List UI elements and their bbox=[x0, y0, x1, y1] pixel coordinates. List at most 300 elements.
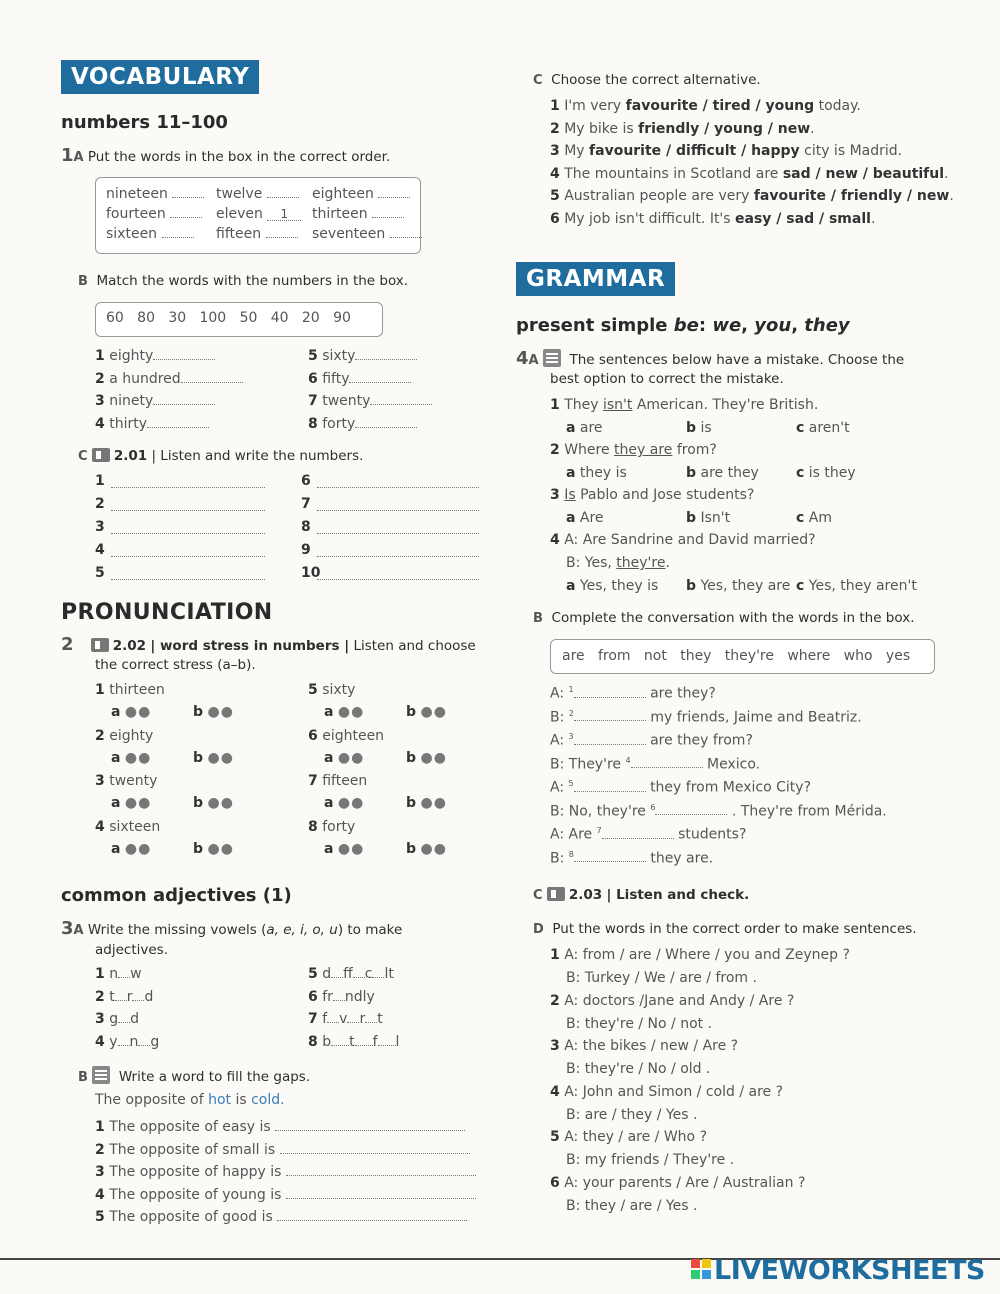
answer-blank[interactable] bbox=[153, 393, 215, 405]
letter-fragment: b bbox=[322, 1033, 332, 1050]
answer-line[interactable] bbox=[317, 556, 479, 557]
box-word bbox=[106, 206, 202, 222]
item-number: 1 bbox=[95, 473, 105, 489]
answer-blank[interactable] bbox=[118, 1034, 130, 1046]
answer-blank[interactable] bbox=[118, 966, 130, 978]
letter-fragment: d bbox=[144, 988, 154, 1005]
ex1c-instruction: C 2.01 | Listen and write the numbers. bbox=[78, 448, 364, 464]
item-word: thirty bbox=[109, 415, 147, 432]
alternatives[interactable]: easy / sad / small bbox=[735, 211, 871, 227]
pronunciation-heading: PRONUNCIATION bbox=[61, 600, 273, 625]
item-text: The opposite of good is bbox=[109, 1209, 273, 1225]
option-c[interactable] bbox=[796, 510, 832, 526]
answer-blank[interactable] bbox=[162, 226, 194, 238]
item-word: a hundred bbox=[109, 370, 181, 387]
vowel-item bbox=[308, 1034, 399, 1050]
item-number: 3 bbox=[95, 1164, 105, 1180]
item-number: 3 bbox=[550, 143, 560, 160]
option-a[interactable] bbox=[111, 795, 193, 811]
choose-item bbox=[550, 188, 954, 204]
line-text: . They're from Mérida. bbox=[731, 803, 887, 820]
item-number: 6 bbox=[301, 473, 311, 489]
word-text: nineteen bbox=[106, 186, 168, 202]
match-item bbox=[308, 371, 411, 387]
opposite-item bbox=[95, 1209, 467, 1225]
speaker: A: bbox=[550, 732, 565, 749]
item-text: . bbox=[949, 188, 954, 205]
b-text: B: Yes, bbox=[566, 555, 617, 571]
option-letter: b bbox=[193, 704, 204, 720]
answer-blank[interactable] bbox=[286, 1187, 476, 1199]
answer-blank[interactable] bbox=[275, 1119, 465, 1131]
letter-fragment: t bbox=[109, 988, 115, 1005]
stress-options bbox=[324, 795, 447, 811]
item-text: I'm very bbox=[564, 98, 626, 114]
answer-blank[interactable] bbox=[372, 206, 404, 218]
item-number: 3 bbox=[550, 1038, 560, 1054]
alternatives[interactable]: friendly / young / new bbox=[638, 120, 811, 137]
item-word: fifteen bbox=[322, 773, 368, 789]
item-number: 8 bbox=[308, 818, 318, 835]
option-letter: c bbox=[796, 465, 805, 481]
answer-blank[interactable] bbox=[602, 827, 674, 839]
vocabulary-banner: VOCABULARY bbox=[61, 60, 259, 94]
option-b[interactable] bbox=[686, 578, 790, 594]
letter-fragment: n bbox=[109, 966, 119, 982]
item-number: 3 bbox=[95, 393, 105, 409]
item-number: 1 bbox=[550, 947, 560, 963]
option-letter: b bbox=[686, 420, 697, 436]
order-item bbox=[550, 1175, 805, 1191]
item-number: 2 bbox=[95, 496, 105, 512]
vowel-item bbox=[308, 966, 394, 982]
answer-line[interactable] bbox=[317, 579, 479, 580]
item-text: My bbox=[564, 143, 590, 160]
question-text: Pablo and Jose students? bbox=[575, 487, 755, 503]
write-number-item bbox=[301, 519, 315, 535]
answer-line[interactable] bbox=[317, 487, 479, 488]
answer-blank[interactable] bbox=[115, 989, 127, 1001]
ex4a-instruction-2: best option to correct the mistake. bbox=[550, 371, 784, 387]
item-text: My bike is bbox=[564, 120, 639, 137]
answer-line[interactable] bbox=[111, 533, 265, 534]
option-c[interactable] bbox=[796, 578, 917, 594]
write-number-item bbox=[95, 496, 109, 512]
logo-square bbox=[691, 1270, 700, 1279]
option-c[interactable] bbox=[796, 420, 850, 436]
opposite-item bbox=[95, 1142, 470, 1158]
answer-blank[interactable] bbox=[378, 186, 410, 198]
option-a[interactable] bbox=[111, 750, 193, 766]
alternatives[interactable]: sad / new / beautiful bbox=[782, 165, 945, 182]
stress-pattern-weak-strong: ●● bbox=[420, 704, 447, 720]
item-number: 6 bbox=[308, 988, 318, 1005]
letter-fragment: ff bbox=[343, 966, 353, 982]
item-text: city is Madrid. bbox=[799, 143, 903, 160]
box-word bbox=[106, 226, 194, 242]
ex1b-instruction: B Match the words with the numbers in the box. bbox=[78, 273, 409, 289]
order-item-b: B: my friends / They're . bbox=[566, 1152, 735, 1168]
answer-blank[interactable]: 1 bbox=[267, 209, 301, 221]
item-text: . bbox=[870, 211, 876, 227]
letter-fragment: ndly bbox=[344, 988, 375, 1005]
answer-blank[interactable] bbox=[574, 733, 646, 745]
answer-line[interactable] bbox=[111, 579, 265, 580]
answer-blank[interactable] bbox=[132, 989, 144, 1001]
answer-blank[interactable] bbox=[181, 371, 243, 383]
answer-blank[interactable] bbox=[327, 1011, 339, 1023]
option-a[interactable] bbox=[566, 420, 603, 436]
item-number: 4 bbox=[95, 818, 105, 835]
speaker: B: They're bbox=[550, 756, 622, 773]
answer-blank[interactable] bbox=[147, 416, 209, 428]
option-b[interactable] bbox=[406, 750, 447, 766]
item-text: Australian people are very bbox=[564, 188, 754, 205]
letter-fragment: t bbox=[349, 1033, 355, 1050]
stress-options bbox=[111, 704, 234, 720]
item-number: 2 bbox=[95, 1141, 105, 1158]
order-item-b: B: Turkey / We / are / from . bbox=[566, 970, 757, 986]
answer-line[interactable] bbox=[111, 487, 265, 488]
option-b[interactable] bbox=[406, 704, 447, 720]
item-word: eighteen bbox=[322, 727, 385, 744]
stress-item bbox=[308, 773, 367, 789]
option-b[interactable] bbox=[193, 750, 234, 766]
line-text: are they? bbox=[650, 685, 716, 702]
stress-pattern-strong-weak: ●● bbox=[124, 795, 152, 811]
word-text: fifteen bbox=[216, 226, 262, 242]
item-number: 7 bbox=[301, 496, 311, 512]
liveworksheets-logo[interactable]: LIVEWORKSHEETS bbox=[690, 1255, 985, 1286]
vowel-item bbox=[95, 1034, 159, 1050]
answer-blank[interactable] bbox=[153, 348, 215, 360]
speaker: B: bbox=[550, 850, 565, 867]
option-a[interactable] bbox=[111, 704, 193, 720]
gap-number: 6 bbox=[650, 802, 656, 812]
stress-pattern-strong-weak: ●● bbox=[124, 704, 152, 720]
item-number: 6 bbox=[550, 1174, 560, 1191]
answer-blank[interactable] bbox=[349, 371, 411, 383]
line-text: they are. bbox=[650, 850, 714, 867]
answer-blank[interactable] bbox=[365, 1011, 377, 1023]
option-letter: a bbox=[566, 420, 576, 436]
mistake-underlined: isn't bbox=[602, 397, 633, 413]
gap-number: 7 bbox=[596, 826, 602, 835]
word-text: twelve bbox=[216, 186, 263, 202]
box-word bbox=[106, 186, 204, 202]
stress-pattern-weak-strong: ●● bbox=[420, 795, 447, 811]
answer-blank[interactable] bbox=[655, 803, 727, 815]
option-letter: b bbox=[406, 795, 417, 811]
speaker: A: Are bbox=[550, 826, 593, 843]
alternatives[interactable]: favourite / difficult / happy bbox=[589, 143, 800, 160]
order-item bbox=[550, 1038, 738, 1054]
ex2-instruction-2: the correct stress (a–b). bbox=[95, 657, 256, 673]
option-a[interactable] bbox=[566, 465, 627, 481]
stress-pattern-strong-weak: ●● bbox=[337, 840, 365, 857]
question-text: A: Are Sandrine and David married? bbox=[564, 532, 816, 548]
line-a: A: your parents / Are / Australian ? bbox=[564, 1174, 806, 1191]
answer-blank[interactable] bbox=[280, 1142, 470, 1154]
stress-options bbox=[111, 841, 234, 857]
choose-item bbox=[550, 98, 861, 114]
ex3a-instruction-2: adjectives. bbox=[95, 942, 168, 958]
write-number-item bbox=[301, 473, 315, 489]
ex2-instruction: 2 2.02 | word stress in numbers | Listen and choose bbox=[61, 634, 476, 655]
option-b[interactable] bbox=[193, 841, 234, 857]
option-text: are they bbox=[700, 465, 759, 481]
option-text: Yes, they is bbox=[579, 578, 659, 594]
match-item bbox=[95, 416, 209, 432]
match-item bbox=[308, 393, 432, 409]
answer-blank[interactable] bbox=[372, 966, 384, 978]
box-word bbox=[312, 186, 410, 202]
item-number: 1 bbox=[95, 966, 105, 982]
stress-item bbox=[95, 682, 165, 698]
stress-item bbox=[95, 728, 153, 744]
question-text: They bbox=[564, 397, 603, 413]
write-number-item bbox=[301, 496, 315, 512]
option-a[interactable] bbox=[566, 510, 604, 526]
answer-blank[interactable] bbox=[138, 1034, 150, 1046]
mistake-question bbox=[550, 487, 754, 503]
line-text: students? bbox=[678, 826, 747, 843]
answer-blank[interactable] bbox=[355, 1034, 373, 1046]
answer-blank[interactable] bbox=[574, 686, 646, 698]
option-letter: a bbox=[111, 749, 121, 766]
answer-blank[interactable] bbox=[355, 416, 417, 428]
item-number: 4 bbox=[550, 1083, 560, 1100]
item-text: The opposite of young is bbox=[109, 1186, 282, 1203]
match-item bbox=[308, 348, 417, 364]
answer-blank[interactable] bbox=[172, 186, 204, 198]
answer-line[interactable] bbox=[317, 510, 479, 511]
letter-fragment: t bbox=[377, 1011, 383, 1027]
opposite-item bbox=[95, 1187, 476, 1203]
answer-blank[interactable] bbox=[370, 393, 432, 405]
option-letter: c bbox=[796, 578, 805, 594]
option-a[interactable] bbox=[111, 841, 193, 857]
option-a[interactable] bbox=[324, 795, 406, 811]
word-text: eleven bbox=[216, 206, 263, 222]
option-a[interactable] bbox=[324, 704, 406, 720]
item-number: 4 bbox=[95, 415, 105, 432]
option-b[interactable] bbox=[686, 420, 712, 436]
answer-blank[interactable] bbox=[266, 226, 298, 238]
line-a: A: from / are / Where / you and Zeynep ? bbox=[564, 947, 850, 963]
item-number: 9 bbox=[301, 542, 311, 558]
choose-item bbox=[550, 121, 815, 137]
grammar-banner: GRAMMAR bbox=[516, 262, 675, 296]
item-word: eighty bbox=[109, 348, 154, 364]
order-item-b: B: they're / No / not . bbox=[566, 1015, 713, 1032]
answer-blank[interactable] bbox=[347, 1011, 359, 1023]
conversation-line bbox=[550, 709, 862, 726]
option-b[interactable] bbox=[406, 795, 447, 811]
write-number-item bbox=[95, 565, 109, 581]
answer-blank[interactable] bbox=[355, 348, 417, 360]
word-text: sixteen bbox=[106, 226, 158, 242]
answer-blank[interactable] bbox=[574, 709, 646, 721]
choose-item bbox=[550, 166, 949, 182]
answer-blank[interactable] bbox=[574, 850, 646, 862]
stress-pattern-strong-weak: ●● bbox=[337, 749, 365, 766]
item-number: 5 bbox=[550, 188, 560, 205]
match-item bbox=[95, 348, 215, 364]
conversation-line bbox=[550, 850, 713, 867]
ex4d-instruction: D Put the words in the correct order to make sentences. bbox=[533, 921, 917, 937]
item-number: 1 bbox=[95, 348, 105, 364]
letter-fragment: f bbox=[372, 1033, 378, 1050]
letter-fragment: c bbox=[364, 966, 373, 982]
item-text: The mountains in Scotland are bbox=[564, 165, 783, 182]
answer-blank[interactable] bbox=[390, 226, 422, 238]
write-number-item bbox=[301, 542, 315, 558]
item-number: 10 bbox=[301, 565, 321, 581]
answer-blank[interactable] bbox=[353, 966, 365, 978]
answer-blank[interactable] bbox=[631, 756, 703, 768]
option-b[interactable] bbox=[686, 510, 730, 526]
logo-square bbox=[691, 1259, 700, 1268]
vowel-item bbox=[308, 989, 375, 1005]
alternatives[interactable]: favourite / tired / young bbox=[625, 98, 815, 114]
vowel-item bbox=[308, 1011, 383, 1027]
order-item-b: B: are / they / Yes . bbox=[566, 1106, 698, 1123]
stress-pattern-weak-strong: ●● bbox=[420, 840, 447, 857]
stress-pattern-weak-strong: ●● bbox=[207, 840, 234, 857]
line-text: my friends, Jaime and Beatriz. bbox=[650, 709, 862, 726]
numbers-heading: numbers 11–100 bbox=[61, 112, 228, 133]
answer-blank[interactable] bbox=[118, 1011, 130, 1023]
worksheet-icon bbox=[92, 1066, 110, 1084]
vowel-item bbox=[95, 989, 153, 1005]
letter-fragment: fr bbox=[322, 988, 333, 1005]
letter-fragment: w bbox=[130, 966, 142, 982]
adjectives-heading: common adjectives (1) bbox=[61, 885, 292, 906]
answer-blank[interactable] bbox=[331, 966, 343, 978]
box-word bbox=[216, 206, 301, 222]
mistake-question bbox=[550, 397, 818, 413]
item-text: My job isn't difficult. It's bbox=[564, 211, 736, 227]
option-b[interactable] bbox=[193, 795, 234, 811]
stress-pattern-weak-strong: ●● bbox=[207, 795, 234, 811]
answer-blank[interactable] bbox=[333, 989, 345, 1001]
line-a: A: the bikes / new / Are ? bbox=[564, 1038, 739, 1054]
speaker: B: No, they're bbox=[550, 803, 646, 820]
stress-pattern-strong-weak: ●● bbox=[124, 749, 152, 766]
answer-blank[interactable] bbox=[378, 1034, 396, 1046]
item-number: 4 bbox=[95, 1186, 105, 1203]
ex4b-instruction: B Complete the conversation with the words in the box. bbox=[533, 610, 915, 626]
answer-line[interactable] bbox=[111, 510, 265, 511]
option-letter: b bbox=[193, 840, 204, 857]
mistake-underlined: Is bbox=[564, 487, 576, 503]
box-word bbox=[312, 226, 422, 242]
item-number: 7 bbox=[308, 393, 318, 409]
option-letter: b bbox=[193, 749, 204, 766]
answer-blank[interactable] bbox=[574, 780, 646, 792]
gap-number: 8 bbox=[568, 849, 574, 859]
letter-fragment: d bbox=[130, 1011, 139, 1027]
option-a[interactable] bbox=[324, 841, 406, 857]
answer-blank[interactable] bbox=[331, 1034, 349, 1046]
speaker-icon[interactable] bbox=[547, 887, 565, 901]
opposite-item bbox=[95, 1164, 476, 1180]
option-letter: c bbox=[796, 420, 805, 436]
option-a[interactable] bbox=[324, 750, 406, 766]
stress-pattern-weak-strong: ●● bbox=[207, 749, 234, 766]
option-letter: a bbox=[566, 578, 576, 594]
option-b[interactable] bbox=[686, 465, 759, 481]
item-number: 3 bbox=[95, 1011, 105, 1027]
stress-pattern-strong-weak: ●● bbox=[337, 795, 365, 811]
question-text: Where bbox=[564, 442, 615, 458]
option-letter: a bbox=[566, 510, 576, 526]
letter-fragment: v bbox=[339, 1011, 348, 1027]
option-letter: b bbox=[686, 465, 697, 481]
logo-square bbox=[702, 1259, 711, 1268]
option-b[interactable] bbox=[406, 841, 447, 857]
write-number-item bbox=[301, 565, 321, 581]
item-text: today. bbox=[814, 98, 861, 114]
order-item bbox=[550, 947, 850, 963]
answer-line[interactable] bbox=[317, 533, 479, 534]
answer-blank[interactable] bbox=[277, 1209, 467, 1221]
line-a: A: they / are / Who ? bbox=[564, 1129, 707, 1145]
item-number: 2 bbox=[95, 988, 105, 1005]
option-text: Are bbox=[579, 510, 604, 526]
option-letter: a bbox=[324, 840, 334, 857]
line-text: are they from? bbox=[650, 732, 753, 749]
option-letter: b bbox=[686, 510, 697, 526]
option-c[interactable] bbox=[796, 465, 856, 481]
box-word bbox=[216, 226, 298, 242]
item-word: forty bbox=[322, 415, 356, 432]
stress-pattern-weak-strong: ●● bbox=[207, 704, 234, 720]
stress-options bbox=[324, 750, 447, 766]
alternatives[interactable]: favourite / friendly / new bbox=[753, 188, 950, 205]
item-number: 5 bbox=[308, 682, 318, 698]
line-text: they from Mexico City? bbox=[650, 779, 812, 796]
item-number: 8 bbox=[308, 415, 318, 432]
speaker: A: bbox=[550, 779, 565, 796]
option-letter: a bbox=[111, 704, 121, 720]
answer-blank[interactable] bbox=[267, 186, 299, 198]
order-item bbox=[550, 1129, 707, 1145]
answer-blank[interactable] bbox=[286, 1164, 476, 1176]
item-number: 2 bbox=[550, 992, 560, 1009]
answer-line[interactable] bbox=[111, 556, 265, 557]
answer-blank[interactable] bbox=[170, 206, 202, 218]
ex4a-instruction: 4A The sentences below have a mistake. Choose the bbox=[516, 348, 905, 369]
conversation-line bbox=[550, 732, 753, 749]
speaker-icon[interactable] bbox=[91, 638, 109, 652]
item-word: sixty bbox=[322, 682, 356, 698]
item-number: 2 bbox=[95, 727, 105, 744]
option-text: Yes, they aren't bbox=[808, 578, 917, 594]
speaker-icon[interactable] bbox=[92, 448, 110, 462]
mistake-underlined: they are bbox=[614, 442, 673, 458]
stress-pattern-strong-weak: ●● bbox=[337, 704, 365, 720]
item-text: . bbox=[810, 120, 815, 137]
mistake-underlined: they're bbox=[616, 555, 666, 571]
option-b[interactable] bbox=[193, 704, 234, 720]
letter-fragment: y bbox=[109, 1033, 118, 1050]
item-number: 6 bbox=[308, 727, 318, 744]
option-letter: a bbox=[324, 749, 334, 766]
worksheet-icon bbox=[543, 349, 561, 367]
option-a[interactable] bbox=[566, 578, 658, 594]
